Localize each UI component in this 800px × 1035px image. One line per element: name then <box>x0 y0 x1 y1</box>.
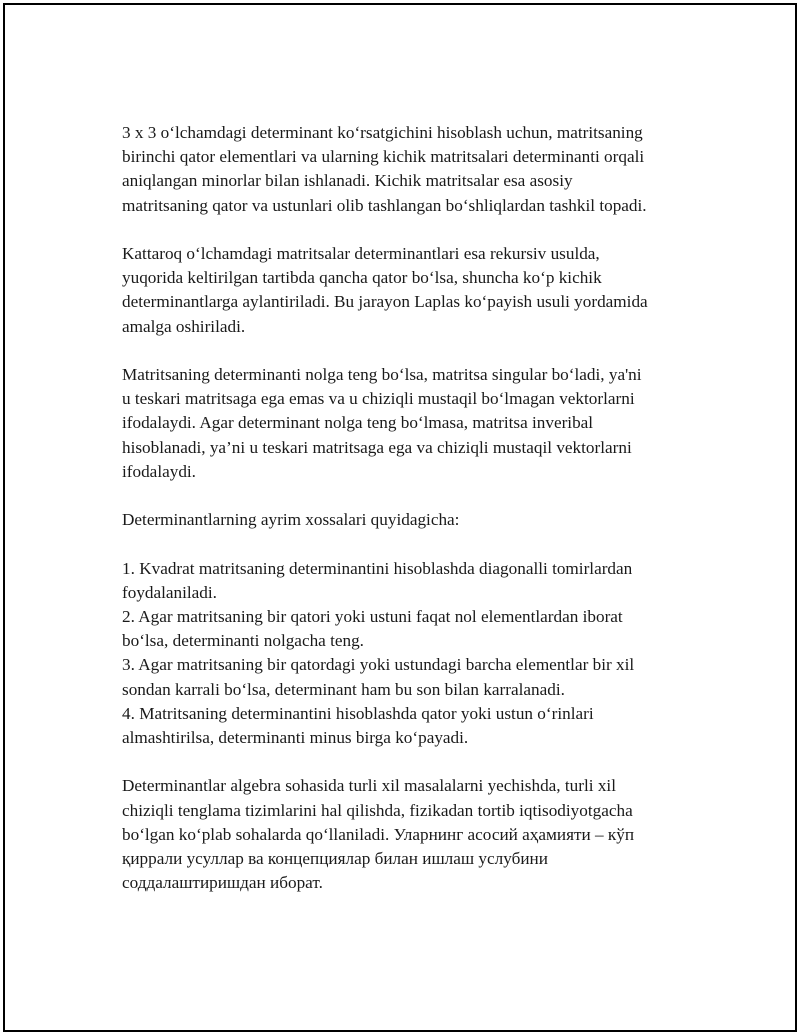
paragraph-determinant-3x3: 3 x 3 o‘lchamdagi determinant ko‘rsatgichini hisoblash uchun, matritsaning birinchi qator elementlari va ularning kichik matritsalari determinanti orqali aniqlangan minorlar bilan ishlanadi. Kichik matritsalar esa asosiy matritsaning qator va ustunlari olib tashlangan bo‘shliqlardan tashkil topadi. <box>122 123 647 215</box>
paragraph-larger-matrices: Kattaroq o‘lchamdagi matritsalar determinantlari esa rekursiv usulda, yuqorida keltirilgan tartibda qancha qator bo‘lsa, shuncha ko‘p kichik determinantlarga aylantiriladi. Bu jarayon Laplas ko‘payish usuli yordamida amalga oshiriladi. <box>122 244 648 336</box>
list-item: 1. Kvadrat matritsaning determinantini hisoblashda diagonalli tomirlardan foydalaniladi. <box>122 558 633 602</box>
list-item: 4. Matritsaning determinantini hisoblashda qator yoki ustun o‘rinlari almashtirilsa, determinanti minus birga ko‘payadi. <box>122 703 594 748</box>
list-item: 2. Agar matritsaning bir qatori yoki ustuni faqat nol elementlardan iborat bo‘lsa, determinanti nolgacha teng. <box>122 607 623 651</box>
list-item: 3. Agar matritsaning bir qatordagi yoki ustundagi barcha elementlar bir xil sondan karrali bo‘lsa, determinant ham bu son bilan karralanadi. <box>122 655 635 699</box>
paragraph-singular-matrix: Matritsaning determinanti nolga teng bo‘lsa, matritsa singular bo‘ladi, ya'ni u teskari matritsaga ega emas va u chiziqli mustaqil bo‘lmagan vektorlarni ifodalaydi. Agar determinant nolga teng bo‘lmasa, matritsa inveribal hisoblanadi, ya’ni u teskari matritsaga ega va chiziqli mustaqil vektorlarni ifodalaydi. <box>122 365 642 481</box>
paragraph-properties-intro: Determinantlarning ayrim xossalari quyidagicha: <box>122 510 460 530</box>
page-frame <box>3 3 797 1032</box>
properties-list <box>122 557 702 751</box>
paragraph-applications: Determinantlar algebra sohasida turli xil masalalarni yechishda, turli xil chiziqli tenglama tizimlarini hal qilishda, fizikadan tortib iqtisodiyotgacha bo‘lgan ko‘plab sohalarda qo‘llaniladi. Уларнинг асосий аҳамияти – кўп қиррали усуллар ва концепциялар билан ишлаш услубини соддалаштиришдан иборат. <box>122 776 635 893</box>
document-body <box>122 121 702 920</box>
